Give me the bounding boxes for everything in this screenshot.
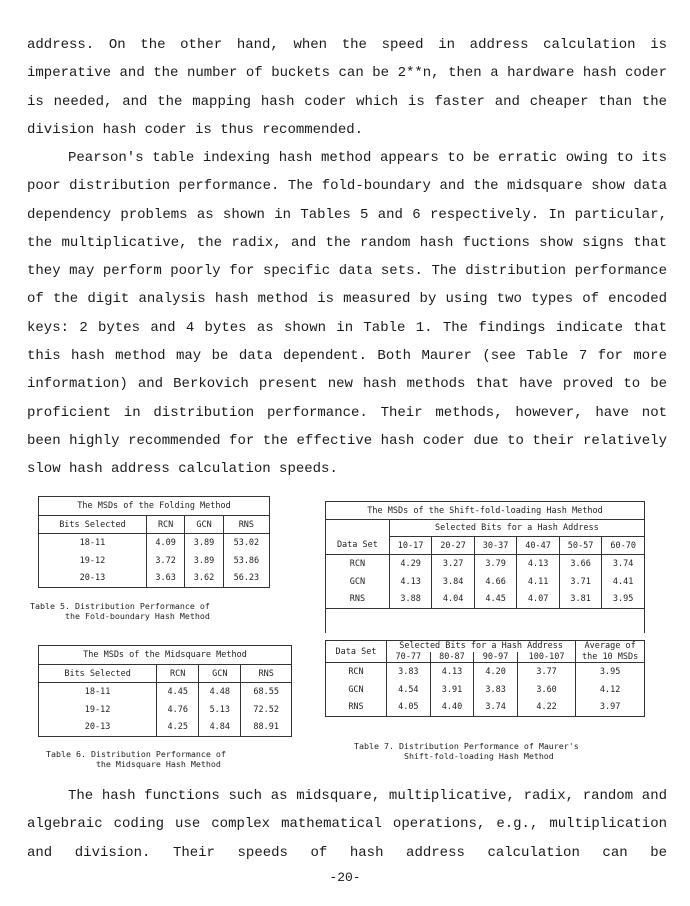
table-cell: 4.11: [517, 573, 560, 591]
table-cell: 3.79: [474, 555, 517, 573]
table-cell: 56.23: [223, 570, 269, 588]
table-row: [39, 534, 270, 552]
table-row: [326, 681, 645, 699]
table-cell: 4.13: [430, 663, 474, 681]
table-cell: 4.09: [146, 534, 184, 552]
table-5-caption: Table 5. Distribution Performance of the Fold-boundary Hash Method: [30, 601, 210, 621]
table-cell: 3.72: [146, 552, 184, 570]
table-7-lower: [325, 640, 645, 717]
table-5: [38, 496, 270, 588]
column-header: Bits Selected: [39, 516, 147, 534]
table-cell: 19-12: [39, 701, 157, 719]
table-cell: 4.05: [387, 699, 431, 717]
table-cell: 19-12: [39, 552, 147, 570]
table-cell: 20-13: [39, 719, 157, 737]
table-cell: 3.83: [474, 681, 518, 699]
column-header: GCN: [185, 516, 223, 534]
table-row: [326, 699, 645, 717]
table-cell: 3.81: [559, 591, 602, 609]
table-cell: 3.62: [185, 570, 223, 588]
paragraph-2: Pearson's table indexing hash method appears to be erratic owing to its poor distribution performance. The fold-boundary and the midsquare show data dependency problems as shown in Tables 5 and 6 respectively. In particular, the multiplicative, the radix, and the random hash fuctions show signs that they may perform poorly for specific data sets. The distribution performance of the digit analysis hash method is measured by using two types of encoded keys: 2 bytes and 4 bytes as shown in Table 1. The findings indicate that this hash method may be data dependent. Both Maurer (see Table 7 for more information) and Berkovich present new hash methods that have proved to be proficient in distribution performance. Their methods, however, have not been highly recommended for the effective hash coder due to their relatively slow hash address calculation speeds.: [27, 150, 667, 478]
column-header: 60-70: [602, 537, 645, 555]
table-cell: RCN: [326, 555, 390, 573]
table-cell: 4.20: [474, 663, 518, 681]
table-cell: 3.66: [559, 555, 602, 573]
table-cell: 4.45: [157, 683, 199, 701]
table-title: The MSDs of the Shift-fold-loading Hash Method: [326, 502, 645, 520]
table-row: [39, 552, 270, 570]
table-cell: 4.76: [157, 701, 199, 719]
table-cell: 72.52: [241, 701, 292, 719]
table-cell: 88.91: [241, 719, 292, 737]
table-row: [39, 701, 292, 719]
table-cell: 3.95: [576, 663, 645, 681]
table-row: [326, 573, 645, 591]
column-header: 20-27: [432, 537, 475, 555]
table-cell: 4.54: [387, 681, 431, 699]
table-cell: 3.74: [602, 555, 645, 573]
table-cell: RCN: [326, 663, 387, 681]
table-cell: 3.77: [517, 663, 575, 681]
table-row: [326, 555, 645, 573]
column-header: Data Set: [326, 537, 390, 555]
page-number: -20-: [329, 870, 361, 885]
table-cell: 3.83: [387, 663, 431, 681]
average-label: the 10 MSDs: [576, 652, 645, 663]
table-cell: RNS: [326, 591, 390, 609]
table-cell: 3.63: [146, 570, 184, 588]
table-cell: GCN: [326, 681, 387, 699]
table-cell: 4.84: [199, 719, 241, 737]
table-cell: 3.84: [432, 573, 475, 591]
column-header: Data Set: [326, 641, 387, 663]
column-header: 10-17: [389, 537, 432, 555]
table-row: [326, 591, 645, 609]
table-6: [38, 645, 292, 737]
table-cell: 4.12: [576, 681, 645, 699]
table-cell: 4.48: [199, 683, 241, 701]
column-header: 50-57: [559, 537, 602, 555]
table-cell: GCN: [326, 573, 390, 591]
column-header: RNS: [223, 516, 269, 534]
table-cell: 18-11: [39, 534, 147, 552]
column-header: RCN: [146, 516, 184, 534]
column-header: 30-37: [474, 537, 517, 555]
table-cell: 18-11: [39, 683, 157, 701]
column-header: 40-47: [517, 537, 560, 555]
table-cell: 3.91: [430, 681, 474, 699]
table-cell: 4.13: [389, 573, 432, 591]
table-cell: 53.86: [223, 552, 269, 570]
column-header: 90-97: [474, 652, 518, 663]
table-cell: 20-13: [39, 570, 147, 588]
table-cell: 5.13: [199, 701, 241, 719]
table-cell: 3.97: [576, 699, 645, 717]
table-cell: 4.40: [430, 699, 474, 717]
column-header: RNS: [241, 665, 292, 683]
table-row: [39, 570, 270, 588]
table-7: [325, 501, 645, 633]
table-cell: RNS: [326, 699, 387, 717]
table-title: The MSDs of the Midsquare Method: [39, 646, 292, 665]
table-cell: 4.07: [517, 591, 560, 609]
table-subtitle: Selected Bits for a Hash Address: [387, 641, 576, 652]
average-label: Average of: [576, 641, 645, 652]
paragraph-3: The hash functions such as midsquare, multiplicative, radix, random and algebraic coding use complex mathematical operations, e.g., multiplication and division. Their speeds of hash address calculation can be: [27, 788, 667, 861]
table-cell: 3.71: [559, 573, 602, 591]
column-header: GCN: [199, 665, 241, 683]
table-row: [39, 683, 292, 701]
table-row: [39, 719, 292, 737]
table-cell: 68.55: [241, 683, 292, 701]
table-cell: 4.04: [432, 591, 475, 609]
table-cell: 3.95: [602, 591, 645, 609]
table-cell: 4.22: [517, 699, 575, 717]
column-header: RCN: [157, 665, 199, 683]
table-cell: 3.89: [185, 552, 223, 570]
table-title: The MSDs of the Folding Method: [39, 497, 270, 516]
table-cell: 53.02: [223, 534, 269, 552]
table-cell: 4.29: [389, 555, 432, 573]
table-cell: 4.13: [517, 555, 560, 573]
table-row: [326, 663, 645, 681]
column-header: 100-107: [517, 652, 575, 663]
table-cell: 4.45: [474, 591, 517, 609]
table-cell: 3.27: [432, 555, 475, 573]
column-header: Bits Selected: [39, 665, 157, 683]
paragraph-1: address. On the other hand, when the speed in address calculation is imperative and the number of buckets can be 2**n, then a hardware hash coder is needed, and the mapping hash coder which is faster and cheaper than the division hash coder is thus recommended.: [27, 37, 667, 138]
table-cell: 3.60: [517, 681, 575, 699]
table-cell: 4.66: [474, 573, 517, 591]
table-subtitle: Selected Bits for a Hash Address: [389, 520, 644, 537]
table-cell: 4.25: [157, 719, 199, 737]
table-cell: 3.89: [185, 534, 223, 552]
column-header: 80-87: [430, 652, 474, 663]
column-header: 70-77: [387, 652, 431, 663]
table-cell: 3.88: [389, 591, 432, 609]
table-cell: 4.41: [602, 573, 645, 591]
table-6-caption: Table 6. Distribution Performance of the Midsquare Hash Method: [46, 749, 226, 769]
table-7-caption: Table 7. Distribution Performance of Maurer's Shift-fold-loading Hash Method: [354, 741, 579, 761]
table-cell: 3.74: [474, 699, 518, 717]
